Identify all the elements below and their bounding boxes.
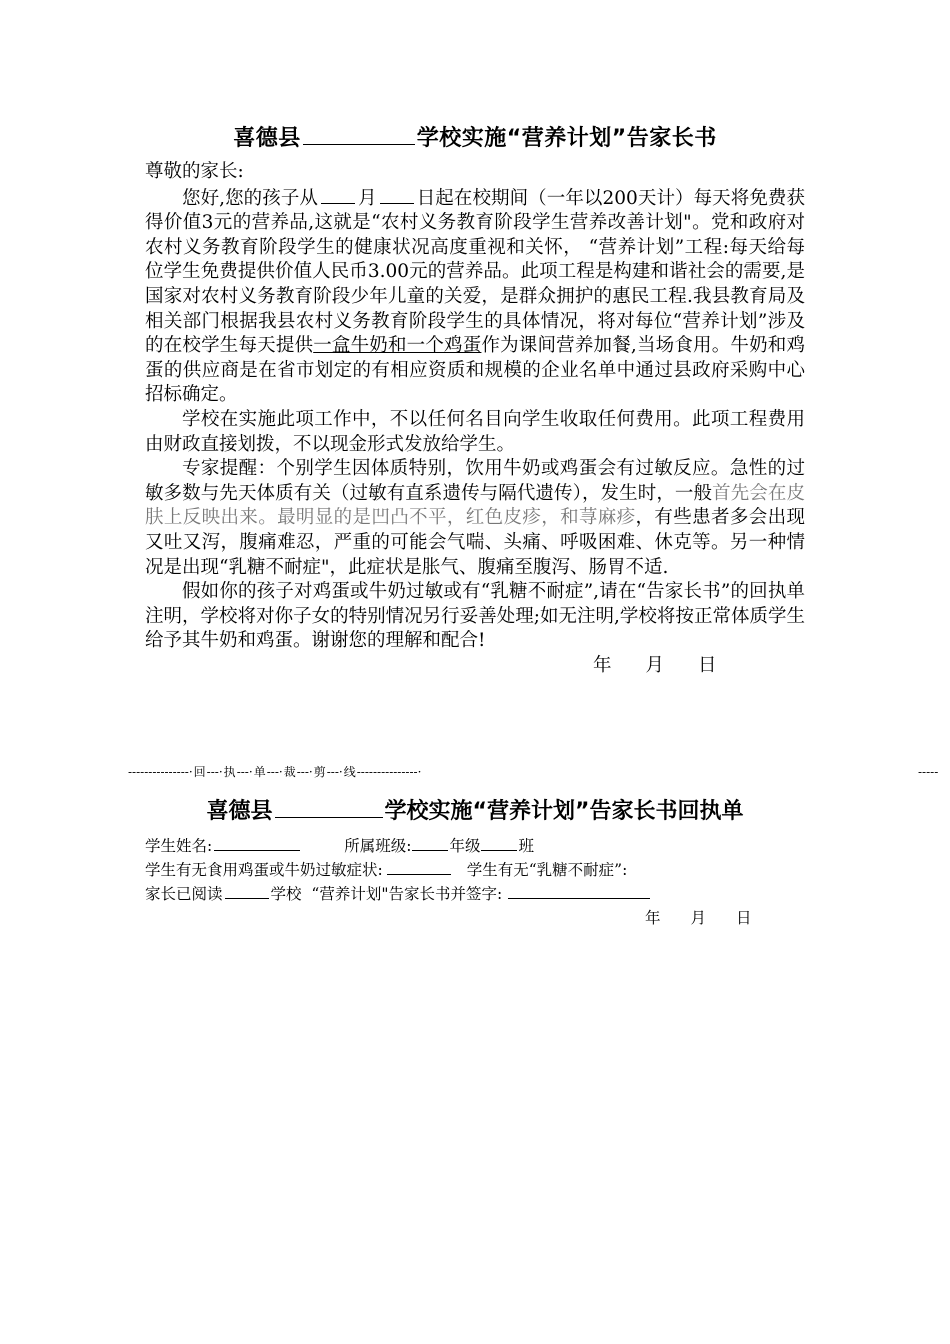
parent-read-label: 家长已阅读: [145, 885, 223, 903]
cut-line-dashes: ---------------: [128, 765, 189, 779]
month-label: 月: [358, 187, 377, 209]
receipt-school-field[interactable]: [225, 882, 269, 899]
parent-signature-field[interactable]: [508, 882, 650, 899]
cut-line-char: 回: [193, 765, 207, 779]
receipt-date-year: 年: [645, 909, 661, 927]
class-field[interactable]: [481, 834, 517, 851]
allergy-label: 学生有无食用鸡蛋或牛奶过敏症状:: [145, 861, 383, 879]
allergy-field[interactable]: [387, 858, 451, 875]
date-month-label: 月: [645, 654, 665, 676]
lactose-intolerance-label: 学生有无“乳糖不耐症”:: [466, 861, 628, 879]
paragraph-3: [145, 457, 805, 580]
cut-line-char: 执: [223, 765, 237, 779]
cut-line-dashes: ---------------: [356, 765, 418, 779]
date-year-label: 年: [593, 654, 612, 676]
school-name-blank[interactable]: [303, 118, 415, 145]
notice-date: [145, 654, 805, 679]
paragraph-1: [145, 185, 805, 408]
cut-line-char: 线: [343, 765, 357, 779]
paragraph-3-end: ，有些患者多会出现又吐又泻，腹痛难忍，严重的可能会气喘、头痛、呼吸困难、休克等。另一种情况是出现“乳糖不耐症"，此症状是胀气、腹痛至腹泻、肠胃不适.: [145, 507, 805, 578]
class-unit-label: 班: [518, 837, 534, 855]
grade-field[interactable]: [412, 834, 448, 851]
school-word-label: 学校: [270, 885, 302, 903]
paragraph-1-end: 作为课间营养加餐,当场食用。牛奶和鸡蛋的供应商是在省市划定的有相应资质和规模的企业名单中通过县政府采购中心招标确定。: [145, 335, 805, 406]
paragraph-3-gray-text: 首先会在皮肤上反映出来。最明显的是凹凸不平，红色皮疹，和荨麻疹: [145, 482, 805, 529]
salutation: 尊敬的家长:: [145, 161, 244, 182]
cut-line-char: 剪: [313, 765, 327, 779]
paragraph-1-start: 您好,您的孩子从: [182, 187, 318, 209]
receipt-date-day: 日: [736, 909, 752, 927]
milk-egg-text: 一盒牛奶和一个鸡蛋: [313, 335, 482, 357]
cut-line-dashes: -----: [918, 765, 939, 779]
receipt-school-blank[interactable]: [275, 791, 383, 818]
receipt-date: [145, 906, 805, 930]
paragraph-3-start: 专家提醒：个别学生因体质特别，饮用牛奶或鸡蛋会有过敏反应。急性的过敏多数与先天体质有关（过敏有直系遗传与隔代遗传），发生时，一般: [145, 458, 805, 504]
notice-title-prefix: 喜德县: [233, 126, 301, 151]
start-day-blank[interactable]: [380, 185, 414, 204]
notice-title: [0, 118, 950, 158]
receipt-title-suffix: 学校实施“营养计划”告家长书回执单: [384, 799, 744, 824]
paragraph-1-middle: 日起在校期间（一年以200天计）每天将免费获得价值3元的营养品,这就是“农村义务教育阶段学生营养改善计划"。党和政府对农村义务教育阶段学生的健康状况高度重视和关怀， “营养计划”工程:每天给每位学生免费提供价值人民币3.00元的营养品。此项工程是构建和谐社会的需要,是国家对农村义务教育阶段少年儿童的关爱，是群众拥护的惠民工程.我县教育局及相关部门根据我县农村义务教育阶段学生的具体情况，将对每位“营养计划”涉及的在校学生每天提供: [145, 187, 805, 357]
date-day-label: 日: [698, 654, 717, 676]
receipt-row-name-class: [145, 834, 805, 858]
notice-title-suffix: 学校实施“营养计划”告家长书: [416, 126, 717, 151]
cut-line-dashes: ---: [266, 765, 279, 779]
cut-line-dashes: ---: [236, 765, 249, 779]
student-name-field[interactable]: [214, 834, 300, 851]
notice-body: [145, 160, 805, 678]
receipt-row-allergy: [145, 858, 805, 882]
cut-line-char: 裁: [283, 765, 297, 779]
paragraph-4: 假如你的孩子对鸡蛋或牛奶过敏或有“乳糖不耐症”,请在“告家长书”的回执单注明，学校将对你子女的特别情况另行妥善处理;如无注明,学校将按正常体质学生给予其牛奶和鸡蛋。谢谢您的理解和配合!: [145, 581, 805, 652]
cut-line-dashes: ---: [326, 765, 339, 779]
cut-line-dashes: ---: [206, 765, 219, 779]
cut-line-char: 单: [253, 765, 267, 779]
signature-label: “营养计划"告家长书并签字:: [311, 885, 503, 903]
class-label: 所属班级:: [344, 837, 412, 855]
receipt-row-signature: [145, 882, 805, 906]
grade-unit-label: 年级: [449, 837, 481, 855]
cut-line-dashes: ---: [296, 765, 309, 779]
receipt-date-month: 月: [690, 909, 707, 927]
student-name-label: 学生姓名:: [145, 837, 213, 855]
receipt-title-prefix: 喜德县: [206, 799, 273, 824]
cut-line: ---------------·回---·执---·单---·裁---·剪---·线---------------· -----: [128, 762, 950, 782]
receipt-form: [145, 834, 805, 930]
paragraph-2: 学校在实施此项工作中，不以任何名目向学生收取任何费用。此项工程费用由财政直接划拨，不以现金形式发放给学生。: [145, 408, 805, 455]
receipt-title: [0, 791, 950, 831]
start-month-blank[interactable]: [321, 185, 355, 204]
